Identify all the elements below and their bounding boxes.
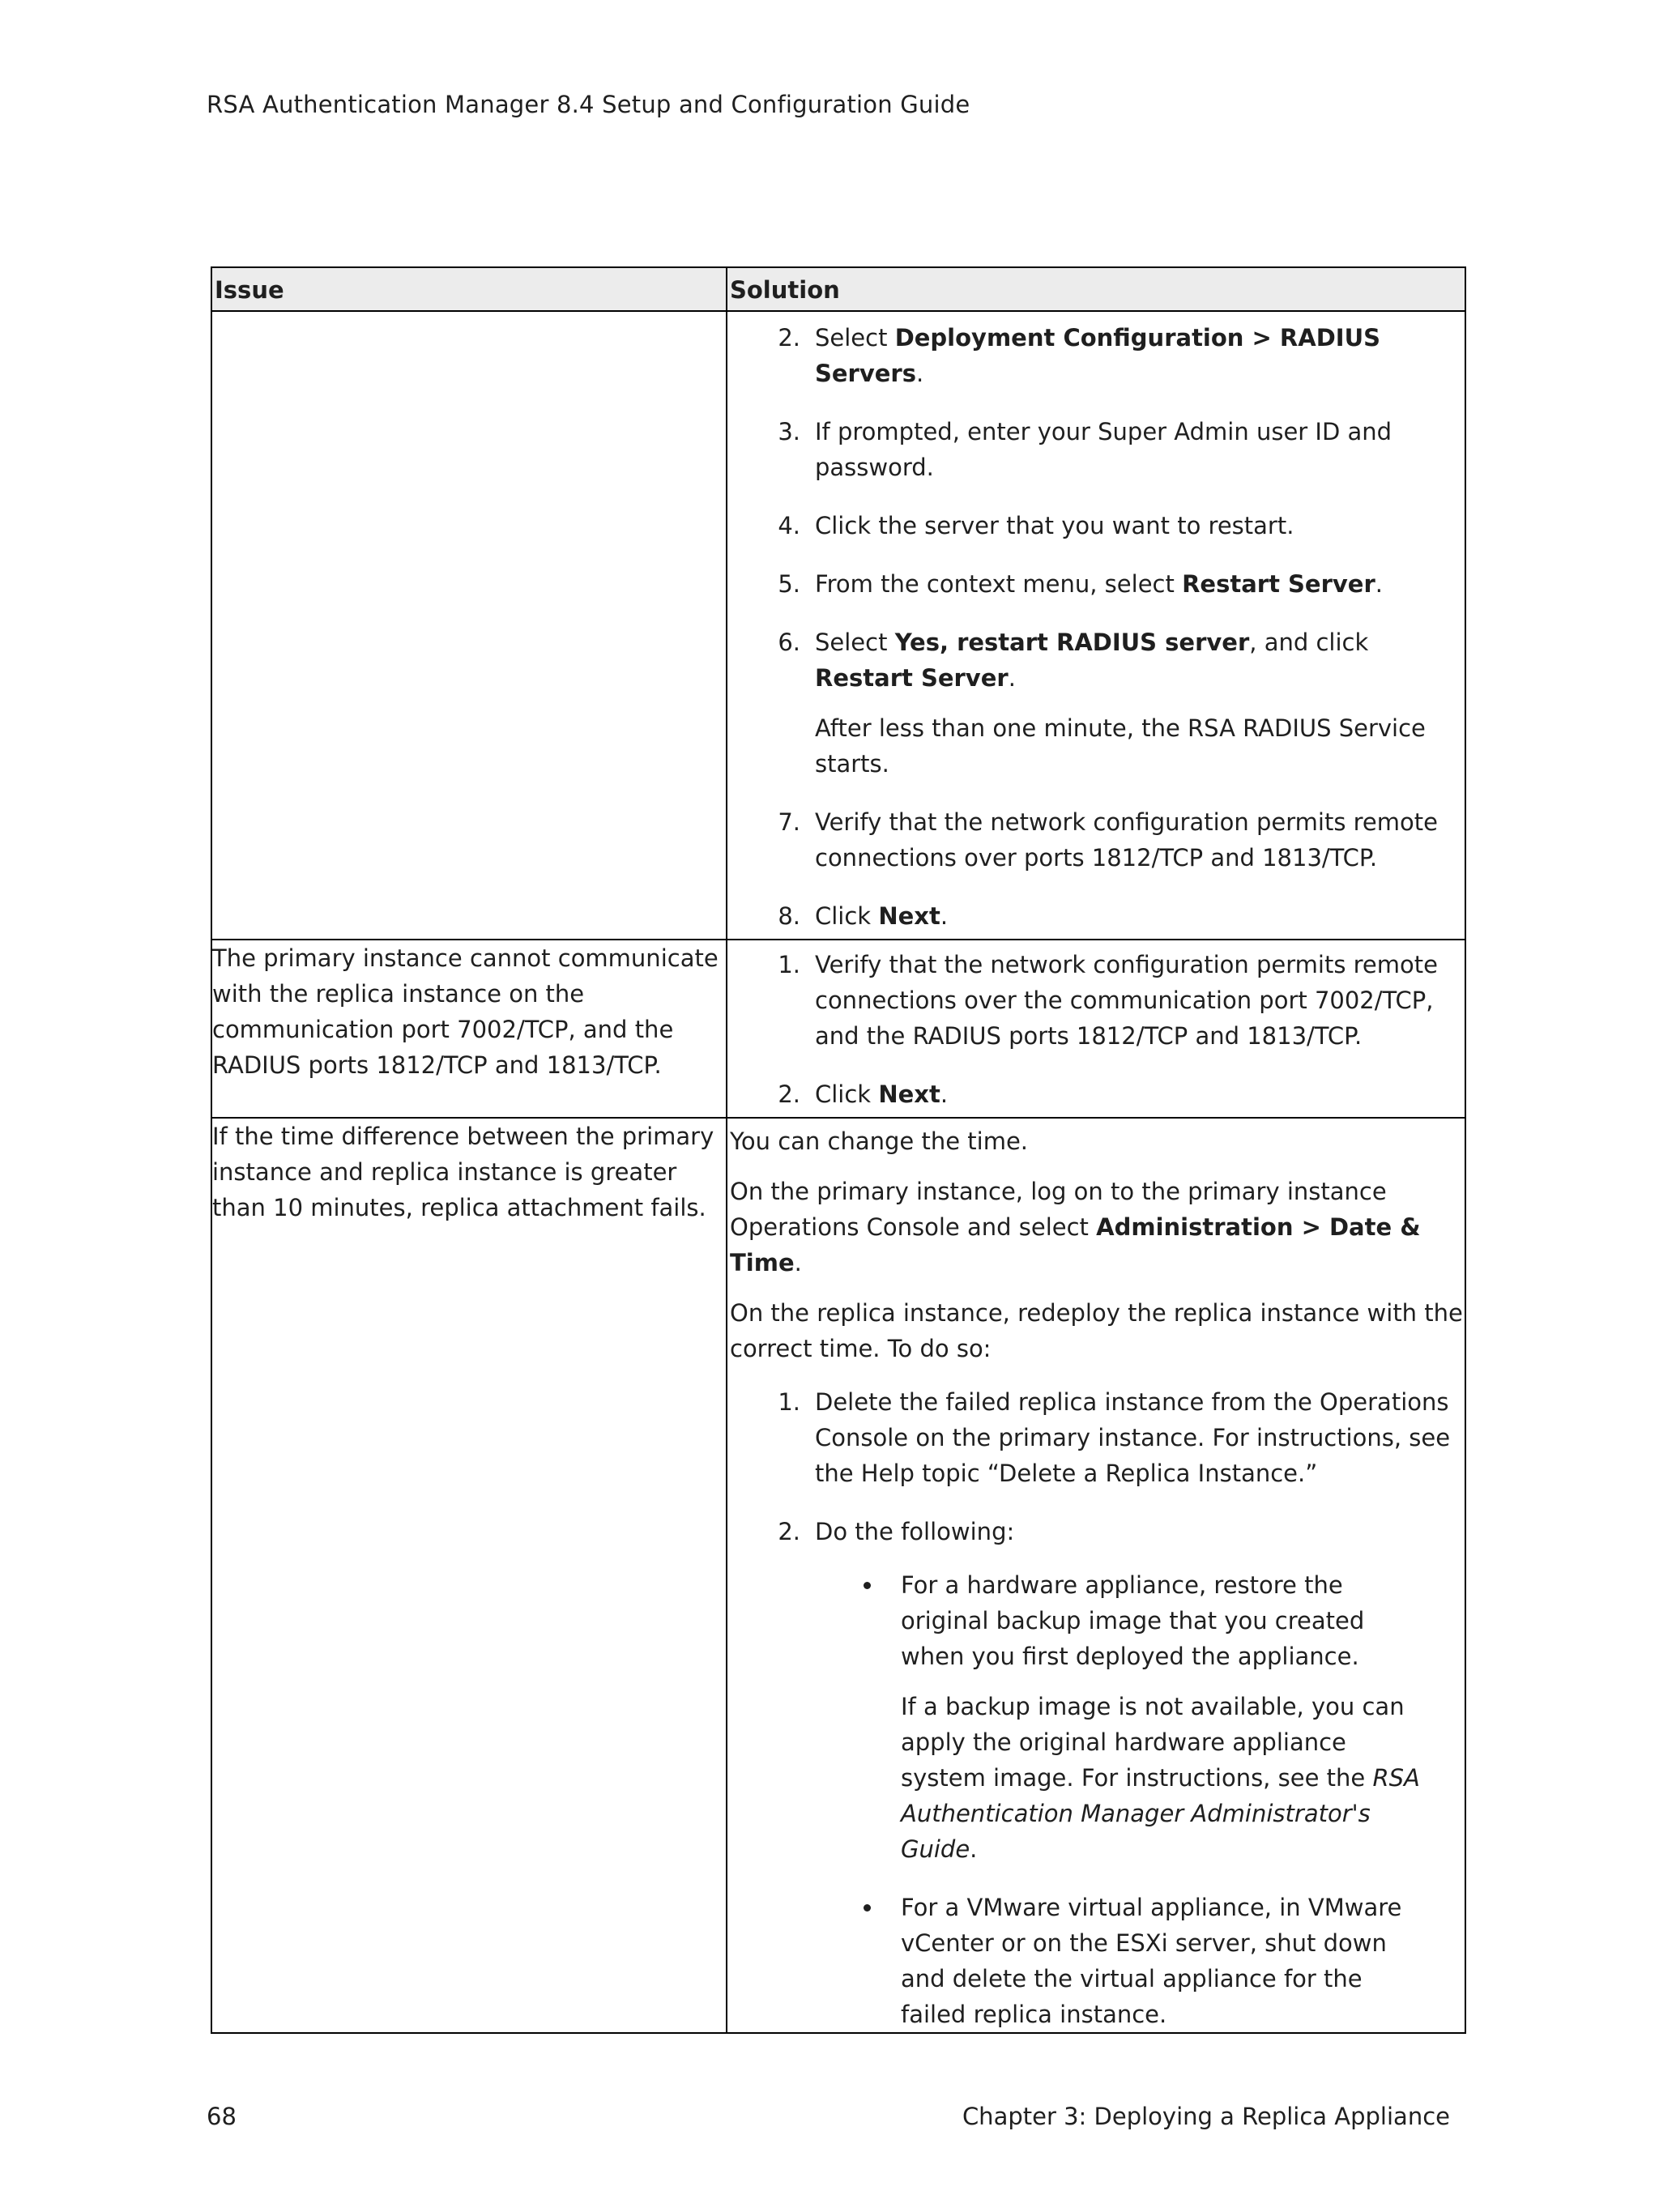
bullet-item: For a hardware appliance, restore the original backup image that you created when you first deployed the appliance. If a backup image is not available, you can apply the original hardware appliance system image. For instructions, see the RSA Authentication Manager Administrator's Guide.	[815, 1567, 1460, 1867]
page-number: 68	[207, 2103, 237, 2130]
solution-cell	[727, 311, 1465, 940]
solution-steps	[727, 320, 1465, 934]
step-item: 3. If prompted, enter your Super Admin user ID and password.	[778, 418, 1392, 481]
column-header-solution: Solution	[727, 267, 1465, 311]
step-item: 4. Click the server that you want to restart.	[778, 512, 1294, 539]
step-item: 5. From the context menu, select Restart Server.	[778, 570, 1383, 598]
step-item: 2. Click Next.	[778, 1080, 949, 1108]
solution-paragraph: On the replica instance, redeploy the replica instance with the correct time. To do so:	[730, 1299, 1463, 1362]
solution-cell	[727, 1118, 1465, 2033]
bullet-note: If a backup image is not available, you can apply the original hardware appliance system image. For instructions, see the RSA Authentication Manager Administrator's Guide.	[901, 1693, 1420, 1863]
issue-solution-table	[211, 266, 1466, 2034]
bullet-icon	[864, 1582, 871, 1589]
solution-cell	[727, 940, 1465, 1118]
step-item: 2. Select Deployment Configuration > RADIUS Servers.	[778, 324, 1381, 387]
step-item: 2. Do the following: For a hardware appliance, restore the original backup image that you created when you first deployed the appliance. If a backup image is not available, you can apply the original hardware appliance system image. For instructions, see the RSA Authentication Manager Administrator's Guide. For a VMware virtual appliance, in VMware vCenter or on the ESXi server, shut down and delete the virtual appliance for the failed replica instance.	[727, 1514, 1465, 2032]
solution-paragraph: You can change the time.	[730, 1127, 1029, 1155]
step-item: 6. Select Yes, restart RADIUS server, and click Restart Server. After less than one minute, the RSA RADIUS Service starts.	[727, 624, 1465, 782]
step-item: 8. Click Next.	[778, 902, 949, 930]
step-note: After less than one minute, the RSA RADIUS Service starts.	[815, 714, 1426, 778]
step-item: 1. Delete the failed replica instance from the Operations Console on the primary instance. For instructions, see the Help topic “Delete a Replica Instance.”	[778, 1388, 1451, 1487]
column-header-issue: Issue	[211, 267, 727, 311]
table-row	[211, 940, 1465, 1118]
table-row	[211, 311, 1465, 940]
issue-cell-empty	[211, 311, 727, 940]
solution-steps	[727, 1384, 1465, 2032]
bullet-item: For a VMware virtual appliance, in VMware vCenter or on the ESXi server, shut down and delete the virtual appliance for the failed replica instance.	[815, 1890, 1460, 2032]
bullet-icon	[864, 1904, 871, 1912]
step-item: 7. Verify that the network configuration permits remote connections over ports 1812/TCP and 1813/TCP.	[778, 808, 1438, 872]
step-item: 1. Verify that the network configuration permits remote connections over the communication port 7002/TCP, and the RADIUS ports 1812/TCP and 1813/TCP.	[778, 951, 1438, 1050]
solution-paragraph: On the primary instance, log on to the primary instance Operations Console and select Administration > Date & Time.	[730, 1178, 1421, 1276]
running-header: RSA Authentication Manager 8.4 Setup and Configuration Guide	[207, 91, 970, 118]
table-row	[211, 1118, 1465, 2033]
solution-steps	[727, 947, 1465, 1112]
chapter-footer: Chapter 3: Deploying a Replica Appliance	[962, 2103, 1450, 2130]
table-header-row	[211, 267, 1465, 311]
issue-cell: If the time difference between the primary instance and replica instance is greater than 10 minutes, replica attachment fails.	[211, 1118, 727, 2033]
bullet-list	[815, 1567, 1460, 2032]
issue-cell: The primary instance cannot communicate with the replica instance on the communication port 7002/TCP, and the RADIUS ports 1812/TCP and 1813/TCP.	[211, 940, 727, 1118]
